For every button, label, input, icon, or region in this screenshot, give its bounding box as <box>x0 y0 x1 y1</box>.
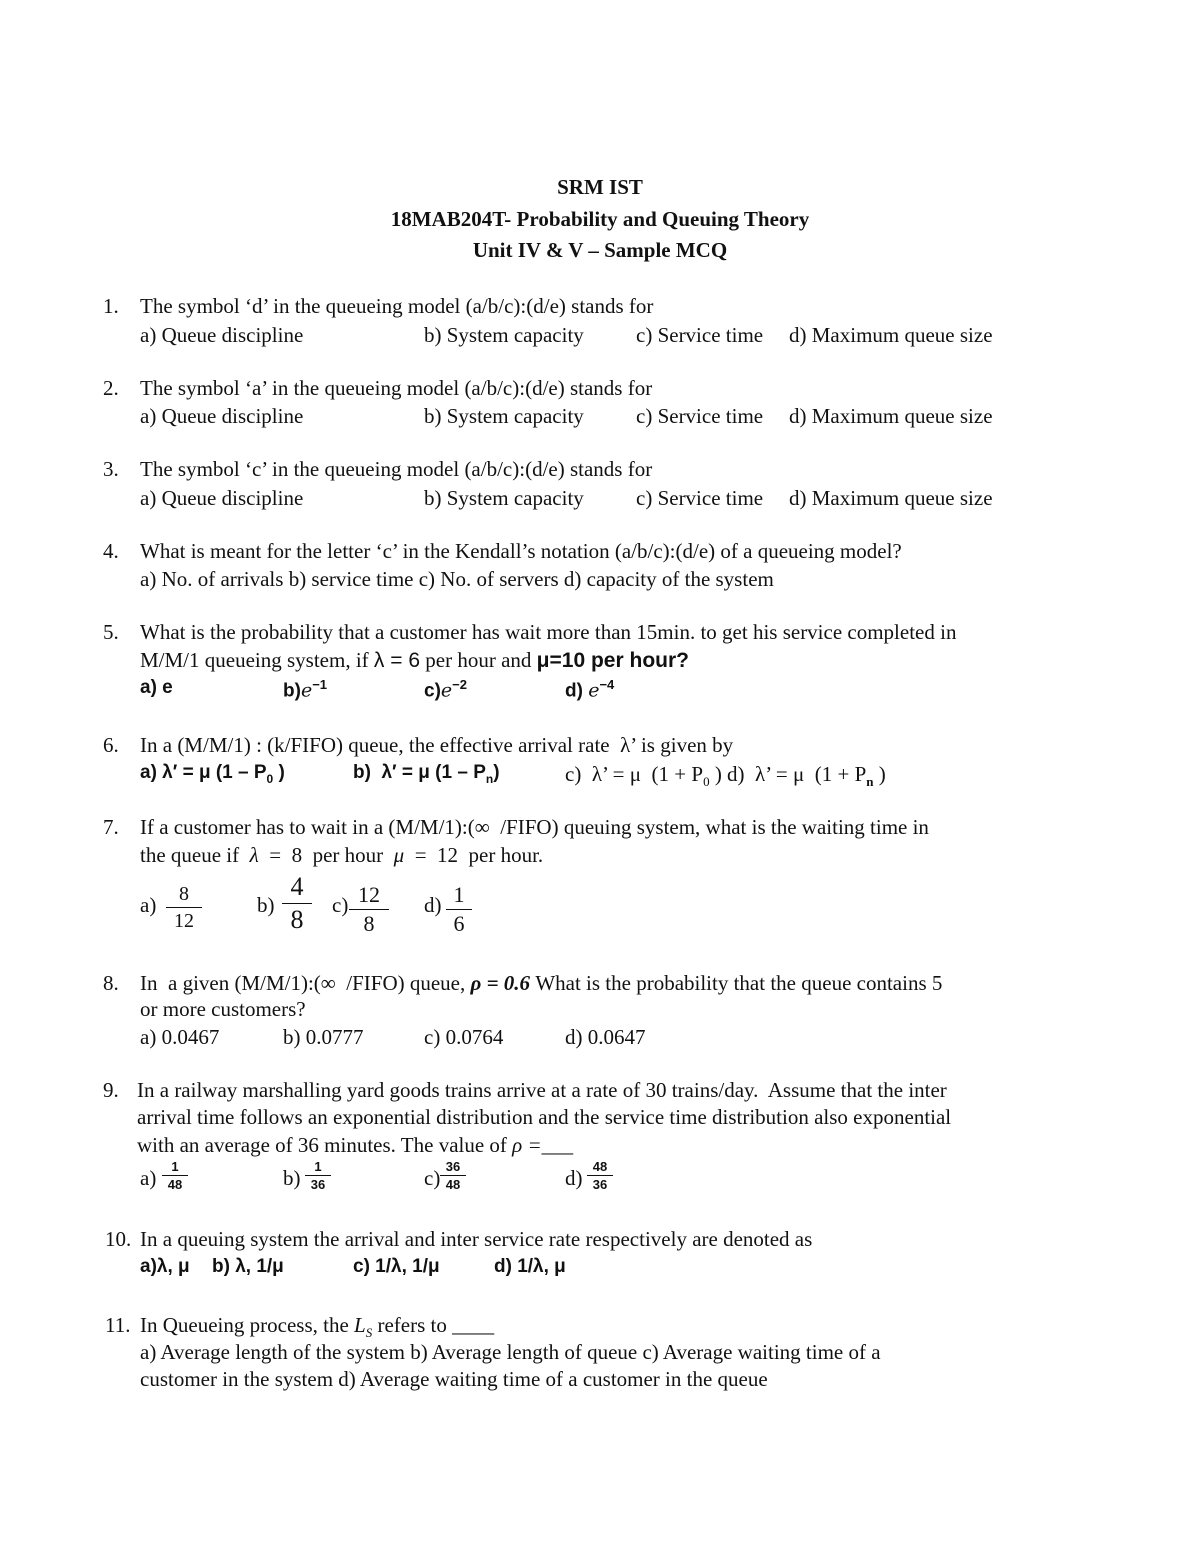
question-number: 6. <box>103 733 119 757</box>
option-label: c) <box>424 680 441 702</box>
question-text-line3 <box>137 1133 573 1158</box>
rho-blank: ρ =___ <box>512 1133 574 1157</box>
lambda-value: λ = 6 <box>373 649 421 672</box>
course-title: 18MAB204T- Probability and Queuing Theory <box>390 207 810 231</box>
text-fragment: = 8 per hour <box>258 843 394 867</box>
rho-value: ρ = 0.6 <box>470 971 531 995</box>
fraction-bar <box>305 1175 331 1176</box>
option-a: a) Queue discipline <box>140 404 304 428</box>
subscript: 0 <box>703 774 710 790</box>
option-text: b) λ′ = μ (1 – P <box>353 762 486 783</box>
question-text <box>140 1313 494 1341</box>
unit-title: Unit IV & V – Sample MCQ <box>472 238 728 262</box>
option-text: ) <box>873 762 886 786</box>
fraction-bar <box>166 907 202 908</box>
question-number: 1. <box>103 294 119 318</box>
math-base: e <box>588 679 600 702</box>
option-a: a) e <box>140 677 173 698</box>
text-fragment: What is the probability that the queue contains 5 <box>530 971 943 995</box>
question-text: What is meant for the letter ‘c’ in the Kendall’s notation (a/b/c):(d/e) of a queueing model? <box>140 539 902 563</box>
denominator: 12 <box>174 910 194 932</box>
numerator: 1 <box>453 882 465 907</box>
mu-value: μ=10 per hour? <box>536 649 689 672</box>
option-c: c) 0.0764 <box>424 1025 504 1049</box>
option-text: ) d) λ’ = μ (1 + P <box>709 762 867 786</box>
question-number: 8. <box>103 971 119 995</box>
option-b-label: b) <box>257 893 275 917</box>
option-c-d <box>565 762 886 790</box>
option-c: c) Service time <box>636 486 764 510</box>
option-a: a) Queue discipline <box>140 323 304 347</box>
option-d: d) 0.0647 <box>565 1025 646 1049</box>
question-number: 9. <box>103 1078 119 1102</box>
option-c: c) Service time <box>636 323 764 347</box>
option-b: b) 0.0777 <box>283 1025 364 1049</box>
fraction-bar <box>349 909 389 910</box>
fraction-bar <box>446 909 472 910</box>
question-text: In a (M/M/1) : (k/FIFO) queue, the effective arrival rate λ’ is given by <box>140 733 734 757</box>
denominator: 48 <box>445 1177 461 1192</box>
option-text: ) <box>273 762 285 783</box>
subscript: n <box>485 771 494 786</box>
option-c <box>424 677 467 702</box>
question-number: 11. <box>105 1313 131 1337</box>
question-text-line2 <box>140 648 689 673</box>
denominator: 48 <box>167 1177 183 1192</box>
question-text: In a railway marshalling yard goods trains arrive at a rate of 30 trains/day. Assume that the inter <box>137 1078 947 1102</box>
numerator: 4 <box>290 872 304 901</box>
option-c: c) Service time <box>636 404 764 428</box>
denominator: 8 <box>363 911 375 936</box>
option-d: d) Maximum queue size <box>789 404 993 428</box>
question-text-line2: or more customers? <box>140 997 306 1021</box>
option-d: d) 1/λ, μ <box>494 1256 566 1277</box>
option-b-fraction <box>282 874 312 933</box>
numerator: 1 <box>314 1159 322 1174</box>
option-b-fraction <box>305 1160 331 1191</box>
subscript: n <box>866 774 874 790</box>
options-line: a) No. of arrivals b) service time c) No. of servers d) capacity of the system <box>140 567 774 591</box>
option-b <box>283 677 327 702</box>
option-c: c) 1/λ, 1/μ <box>353 1256 440 1277</box>
option-a: a) 0.0467 <box>140 1025 220 1049</box>
question-text: If a customer has to wait in a (M/M/1):(∞ /FIFO) queuing system, what is the waiting time in <box>140 815 929 839</box>
denominator: 36 <box>310 1177 326 1192</box>
option-d-label: d) <box>424 893 442 917</box>
math-exponent: −4 <box>599 677 615 692</box>
numerator: 12 <box>358 882 380 907</box>
institution-title: SRM IST <box>557 175 643 199</box>
denominator: 36 <box>592 1177 608 1192</box>
ls-subscript: S <box>365 1325 373 1341</box>
question-text: In a queuing system the arrival and inter service rate respectively are denoted as <box>140 1227 813 1251</box>
question-text: What is the probability that a customer has wait more than 15min. to get his service completed in <box>140 620 957 644</box>
question-text-line2: arrival time follows an exponential distribution and the service time distribution also exponential <box>137 1105 952 1129</box>
lambda-symbol: λ <box>249 843 259 867</box>
option-b: b) System capacity <box>424 486 584 510</box>
text-fragment: M/M/1 queueing system, if <box>140 648 374 672</box>
options-line-2: customer in the system d) Average waiting time of a customer in the queue <box>140 1367 768 1391</box>
subscript: 0 <box>266 771 274 786</box>
text-fragment: = 12 per hour. <box>404 843 544 867</box>
question-number: 2. <box>103 376 119 400</box>
option-text: c) λ’ = μ (1 + P <box>565 762 704 786</box>
question-text: The symbol ‘c’ in the queueing model (a/b/c):(d/e) stands for <box>140 457 653 481</box>
option-a-label: a) <box>140 893 157 917</box>
option-d <box>565 677 614 702</box>
fraction-bar <box>587 1175 613 1176</box>
option-a: a)λ, μ <box>140 1256 190 1277</box>
option-a-fraction <box>166 884 202 931</box>
numerator: 48 <box>592 1159 608 1174</box>
option-label: b) <box>283 680 301 702</box>
option-a: a) Queue discipline <box>140 486 304 510</box>
option-a <box>140 762 285 786</box>
option-label: d) <box>565 680 589 702</box>
fraction-bar <box>440 1175 466 1176</box>
question-number: 7. <box>103 815 119 839</box>
denominator: 6 <box>453 911 465 936</box>
numerator: 36 <box>445 1159 461 1174</box>
option-d-label: d) <box>565 1166 583 1190</box>
option-c-label: c) <box>332 893 349 917</box>
question-text <box>140 971 942 996</box>
option-b <box>353 762 500 786</box>
option-text: a) λ′ = μ (1 – P <box>140 762 267 783</box>
question-text: The symbol ‘a’ in the queueing model (a/b/c):(d/e) stands for <box>140 376 653 400</box>
option-d-fraction <box>587 1160 613 1191</box>
text-fragment: the queue if <box>140 843 250 867</box>
fraction-bar <box>282 903 312 904</box>
option-text: ) <box>493 762 500 783</box>
question-number: 10. <box>105 1227 132 1251</box>
mu-symbol: μ <box>393 843 405 867</box>
text-fragment: refers to ____ <box>372 1313 495 1337</box>
option-d-fraction <box>446 884 472 935</box>
math-base: e <box>440 679 453 702</box>
question-number: 4. <box>103 539 119 563</box>
numerator: 1 <box>171 1159 179 1174</box>
text-fragment: In Queueing process, the <box>140 1313 355 1337</box>
option-c-label: c) <box>424 1166 441 1190</box>
question-text: The symbol ‘d’ in the queueing model (a/b/c):(d/e) stands for <box>140 294 654 318</box>
option-a-fraction <box>162 1160 188 1191</box>
option-c-fraction <box>440 1160 466 1191</box>
numerator: 8 <box>179 883 189 905</box>
question-number: 5. <box>103 620 119 644</box>
text-fragment: per hour and <box>420 648 537 672</box>
math-exponent: −2 <box>452 677 467 692</box>
text-fragment: with an average of 36 minutes. The value of <box>137 1133 513 1157</box>
options-line-1: a) Average length of the system b) Average length of queue c) Average waiting time of a <box>140 1340 881 1364</box>
denominator: 8 <box>290 905 304 934</box>
option-d: d) Maximum queue size <box>789 486 993 510</box>
question-text-line2 <box>140 843 543 868</box>
fraction-bar <box>162 1175 188 1176</box>
option-c-fraction <box>349 884 389 935</box>
math-base: e <box>300 679 313 702</box>
option-b-label: b) <box>283 1166 301 1190</box>
text-fragment: In a given (M/M/1):(∞ /FIFO) queue, <box>140 971 471 995</box>
option-a-label: a) <box>140 1166 157 1190</box>
math-exponent: −1 <box>312 677 328 692</box>
ls-symbol: L <box>354 1313 366 1337</box>
question-number: 3. <box>103 457 119 481</box>
option-d: d) Maximum queue size <box>789 323 993 347</box>
option-b: b) System capacity <box>424 323 584 347</box>
option-b: b) System capacity <box>424 404 584 428</box>
option-b: b) λ, 1/μ <box>212 1256 284 1277</box>
